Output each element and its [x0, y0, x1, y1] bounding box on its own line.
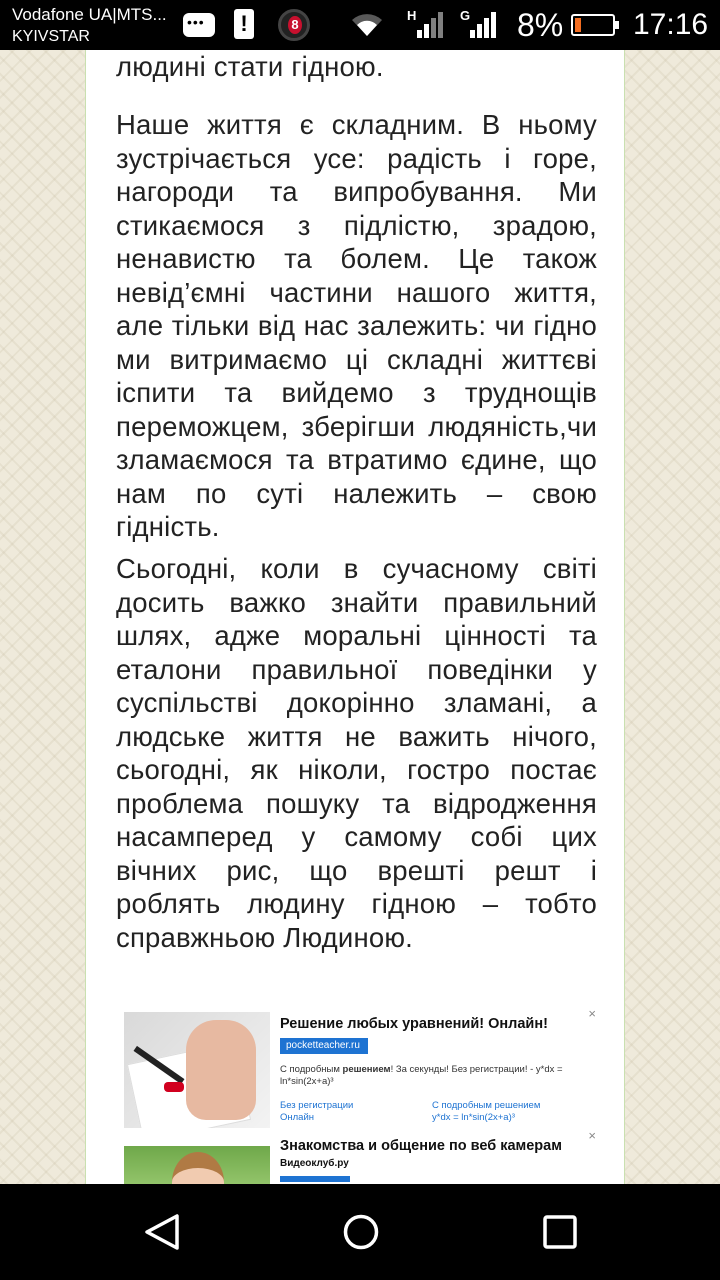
back-icon[interactable]: [143, 1212, 183, 1252]
warning-icon: !: [234, 9, 254, 39]
ad-domain[interactable]: [280, 1176, 350, 1182]
ad-close-icon[interactable]: ×: [588, 1006, 596, 1021]
battery-icon: [571, 14, 615, 36]
wifi-icon: [350, 10, 384, 38]
ad-site-name[interactable]: Видеоклуб.ру: [280, 1158, 349, 1169]
ad-link[interactable]: С подробным решением y*dx = ln*sin(2x+a)³: [432, 1100, 541, 1123]
status-bar: [0, 0, 720, 50]
ad-title[interactable]: Решение любых уравнений! Онлайн!: [280, 1016, 548, 1032]
paragraph-text: Сьогодні, коли в сучасному світі досить важко знайти правильний шлях, адже моральні цінності та еталони правильної поведінки у суспільстві докорінно зламані, а людське життя не важить нічого, сьогодні, як ніколи, гостро постає проблема пошуку та відродження насамперед у самому собі цих вічних рис, що врешті решт і роблять людину гідною – тобто справжньою Людиною.: [116, 553, 597, 953]
partial-paragraph-text: людині стати гідною.: [116, 51, 384, 82]
clock: 17:16: [633, 8, 709, 41]
paragraph-text: Наше життя є складним. В ньому зустрічається усе: радість і горе, нагороди та випробування. Ми стикаємося з підлістю, зрадою, ненавистю та болем. Це також невід’ємні частини нашого життя, але тільки від нас залежить: чи гідно ми витримаємо ці складні життєві іспити та вийдемо з труднощів переможцем, зберігши людяність,чи зламаємося та втратимо єдине, що нам по суті належить – свою гідність.: [116, 109, 597, 542]
home-icon[interactable]: [341, 1212, 381, 1252]
article-paragraph-2: [116, 552, 597, 954]
signal-icon: [407, 10, 439, 40]
ad-domain[interactable]: pocketteacher.ru: [280, 1038, 368, 1054]
network-type-1: H: [407, 8, 417, 23]
ad-block[interactable]: [106, 1000, 596, 1128]
app-badge-icon: [278, 9, 310, 41]
ad-block[interactable]: [106, 1128, 596, 1184]
network-type-2: G: [460, 8, 471, 23]
ad-link[interactable]: Без регистрации Онлайн: [280, 1100, 354, 1123]
message-icon: [183, 13, 215, 37]
ad-description: С подробным решением! За секунды! Без регистрации! - y*dx = ln*sin(2x+a)³: [280, 1064, 563, 1087]
ad-close-icon[interactable]: ×: [588, 1128, 596, 1143]
badge-count: 8: [288, 16, 302, 34]
battery-percent: 8%: [517, 7, 564, 43]
ad-title[interactable]: Знакомства и общение по веб камерам: [280, 1138, 562, 1154]
ad-image[interactable]: [124, 1012, 270, 1128]
article-paragraph-1: [116, 108, 597, 544]
article-container: [85, 50, 625, 1184]
signal-icon: [460, 10, 492, 40]
navigation-bar: [0, 1184, 720, 1280]
article-partial-paragraph: [116, 50, 597, 84]
ad-image[interactable]: [124, 1146, 270, 1184]
carrier-secondary: KYIVSTAR: [12, 28, 90, 45]
recent-apps-icon[interactable]: [540, 1212, 580, 1252]
carrier-primary: Vodafone UA|MTS...: [12, 5, 167, 24]
